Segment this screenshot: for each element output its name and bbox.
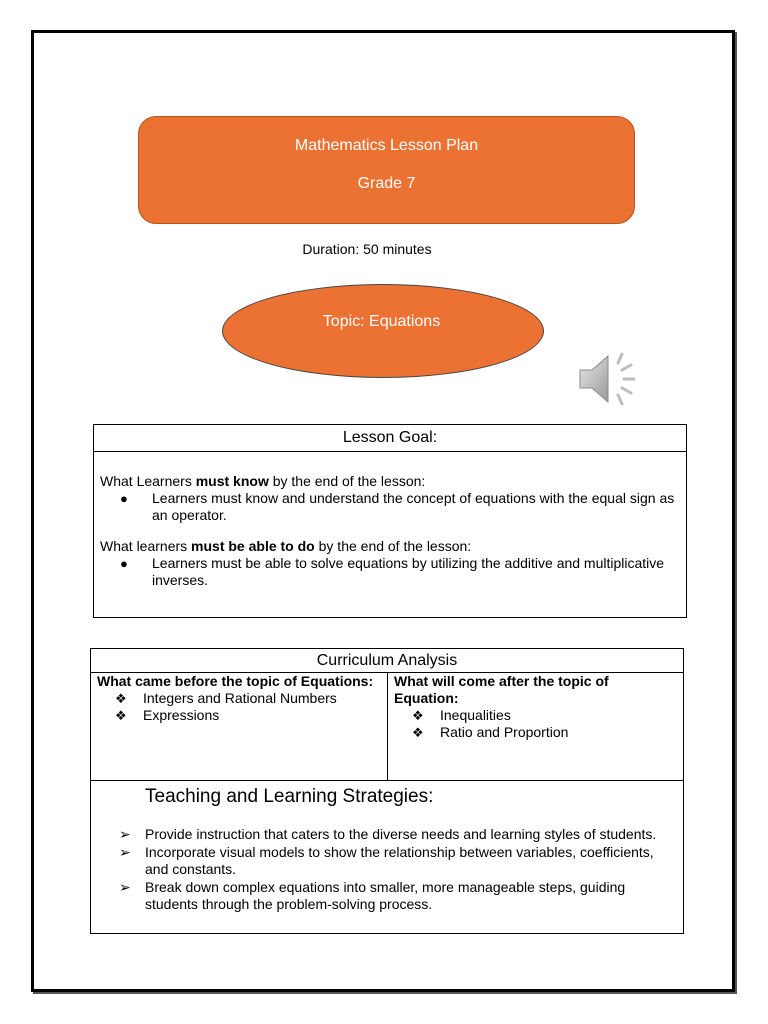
before-column xyxy=(91,673,388,781)
topic-ellipse xyxy=(222,284,544,378)
must-do-intro xyxy=(100,538,680,555)
lesson-goal-heading: Lesson Goal: xyxy=(94,425,686,452)
strategies-section xyxy=(91,780,683,933)
arrow-bullet-icon: ➢ xyxy=(119,826,131,842)
bullet-dot-icon: ● xyxy=(120,491,128,506)
strategy-item xyxy=(119,844,673,878)
must-know-item xyxy=(120,490,680,524)
lesson-title: Mathematics Lesson Plan xyxy=(294,137,479,154)
before-heading: What came before the topic of Equations: xyxy=(97,673,374,689)
arrow-bullet-icon: ➢ xyxy=(119,879,131,895)
must-do-post: by the end of the lesson: xyxy=(314,538,472,554)
must-know-intro xyxy=(100,473,680,490)
must-know-bold: must know xyxy=(195,473,269,489)
must-know-pre: What Learners xyxy=(100,473,196,489)
strategies-heading: Teaching and Learning Strategies: xyxy=(145,786,434,807)
before-item xyxy=(115,707,381,724)
after-item-text: Inequalities xyxy=(440,707,511,723)
lesson-goal-body xyxy=(94,452,686,589)
duration-label: Duration: 50 minutes xyxy=(302,241,432,257)
lesson-goal-box xyxy=(93,424,687,618)
after-column xyxy=(388,673,683,781)
before-item-text: Integers and Rational Numbers xyxy=(143,690,337,706)
before-item-text: Expressions xyxy=(143,707,220,723)
must-know-bullet-text: Learners must know and understand the concept of equations with the equal sign as an operator. xyxy=(152,490,675,523)
strategy-item xyxy=(119,879,673,913)
curriculum-heading: Curriculum Analysis xyxy=(91,649,683,673)
strategy-item xyxy=(119,826,673,843)
bullet-dot-icon: ● xyxy=(120,556,128,571)
duration-text xyxy=(0,241,768,257)
strategies-list xyxy=(119,826,673,914)
curriculum-table xyxy=(90,648,684,934)
title-banner xyxy=(138,116,635,224)
strategy-text: Break down complex equations into smaller, more manageable steps, guiding students through the problem-solving process. xyxy=(145,879,626,912)
must-do-pre: What learners xyxy=(100,538,192,554)
diamond-bullet-icon: ❖ xyxy=(115,691,127,706)
speaker-icon[interactable] xyxy=(576,350,642,408)
after-item xyxy=(412,707,677,724)
arrow-bullet-icon: ➢ xyxy=(119,844,131,860)
after-heading: What will come after the topic of Equation: xyxy=(394,673,609,706)
diamond-bullet-icon: ❖ xyxy=(412,725,424,740)
after-item xyxy=(412,724,677,741)
must-do-item xyxy=(120,555,680,589)
topic-label: Topic: Equations xyxy=(322,313,441,330)
must-know-post: by the end of the lesson: xyxy=(268,473,426,489)
diamond-bullet-icon: ❖ xyxy=(412,708,424,723)
must-do-bullet-text: Learners must be able to solve equations by utilizing the additive and multiplicative inverses. xyxy=(152,555,665,588)
diamond-bullet-icon: ❖ xyxy=(115,708,127,723)
strategy-text: Provide instruction that caters to the diverse needs and learning styles of students. xyxy=(145,826,657,842)
strategy-text: Incorporate visual models to show the relationship between variables, coefficients, and constants. xyxy=(145,844,654,877)
grade-label: Grade 7 xyxy=(357,175,416,192)
after-item-text: Ratio and Proportion xyxy=(440,724,569,740)
before-item xyxy=(115,690,381,707)
must-do-bold: must be able to do xyxy=(191,538,315,554)
